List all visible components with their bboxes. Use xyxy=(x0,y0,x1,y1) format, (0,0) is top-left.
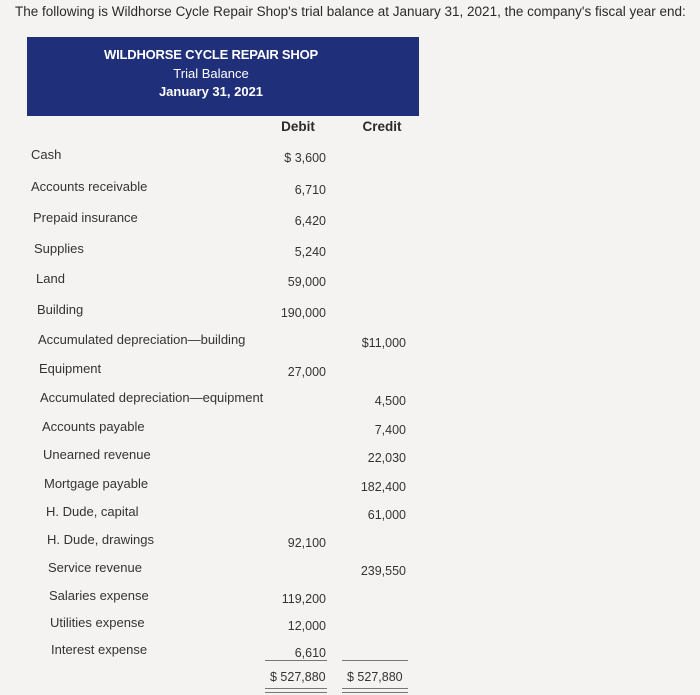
table-row xyxy=(0,271,700,293)
account-name: Accumulated depreciation—building xyxy=(38,332,246,347)
table-row xyxy=(0,615,700,637)
debit-amount: 6,710 xyxy=(294,183,326,197)
debit-amount: 5,240 xyxy=(294,245,326,259)
account-name: Cash xyxy=(31,147,62,162)
table-row xyxy=(0,504,700,526)
debit-amount: 6,610 xyxy=(294,646,326,660)
debit-amount: $ 3,600 xyxy=(284,151,326,165)
table-row xyxy=(0,532,700,554)
debit-amount: 59,000 xyxy=(287,275,326,289)
table-row xyxy=(0,302,700,324)
table-row xyxy=(0,476,700,498)
company-name: WILDHORSE CYCLE REPAIR SHOP xyxy=(104,47,318,62)
table-row xyxy=(0,241,700,263)
table-row xyxy=(0,447,700,469)
debit-amount: 6,420 xyxy=(294,214,326,228)
account-name: Supplies xyxy=(34,241,84,256)
table-row xyxy=(0,419,700,441)
account-name: Building xyxy=(37,302,84,317)
account-name: Accounts receivable xyxy=(31,179,148,194)
credit-amount: $11,000 xyxy=(361,336,406,350)
account-name: H. Dude, drawings xyxy=(47,532,154,547)
credit-total-rule xyxy=(342,660,408,661)
account-name: Equipment xyxy=(39,361,102,376)
account-name: Salaries expense xyxy=(49,588,149,603)
debit-amount: 92,100 xyxy=(287,536,326,550)
trial-balance-header xyxy=(27,37,419,116)
account-name: Service revenue xyxy=(48,560,142,575)
table-row xyxy=(0,179,700,201)
account-name: Unearned revenue xyxy=(43,447,151,462)
intro-text: The following is Wildhorse Cycle Repair Shop's trial balance at January 31, 2021, the company's fiscal year end: xyxy=(15,4,686,19)
debit-amount: 190,000 xyxy=(280,306,326,320)
credit-column-header: Credit xyxy=(362,119,402,134)
credit-amount: 239,550 xyxy=(360,564,406,578)
debit-amount: 27,000 xyxy=(287,365,326,379)
table-row xyxy=(0,390,700,412)
debit-total-rule xyxy=(265,660,327,661)
table-row xyxy=(0,560,700,582)
table-row xyxy=(0,588,700,610)
account-name: Utilities expense xyxy=(50,615,145,630)
account-name: Accounts payable xyxy=(42,419,145,434)
debit-amount: 12,000 xyxy=(287,619,326,633)
table-row xyxy=(0,332,700,354)
credit-total: $ 527,880 xyxy=(347,670,403,684)
table-row xyxy=(0,361,700,383)
credit-amount: 182,400 xyxy=(360,480,406,494)
debit-total-double-rule xyxy=(265,688,327,693)
account-name: Accumulated depreciation—equipment xyxy=(40,390,264,405)
debit-total: $ 527,880 xyxy=(270,670,326,684)
account-name: Interest expense xyxy=(51,642,148,657)
debit-column-header: Debit xyxy=(281,119,315,134)
credit-amount: 4,500 xyxy=(374,394,406,408)
account-name: Mortgage payable xyxy=(44,476,149,491)
table-row xyxy=(0,210,700,232)
credit-amount: 22,030 xyxy=(367,451,406,465)
statement-date: January 31, 2021 xyxy=(158,84,264,99)
credit-amount: 7,400 xyxy=(374,423,406,437)
credit-amount: 61,000 xyxy=(367,508,406,522)
account-name: H. Dude, capital xyxy=(46,504,139,519)
statement-title: Trial Balance xyxy=(173,66,249,81)
account-name: Prepaid insurance xyxy=(33,210,138,225)
table-row xyxy=(0,147,700,169)
debit-amount: 119,200 xyxy=(281,592,326,606)
account-name: Land xyxy=(36,271,65,286)
credit-total-double-rule xyxy=(342,688,408,693)
